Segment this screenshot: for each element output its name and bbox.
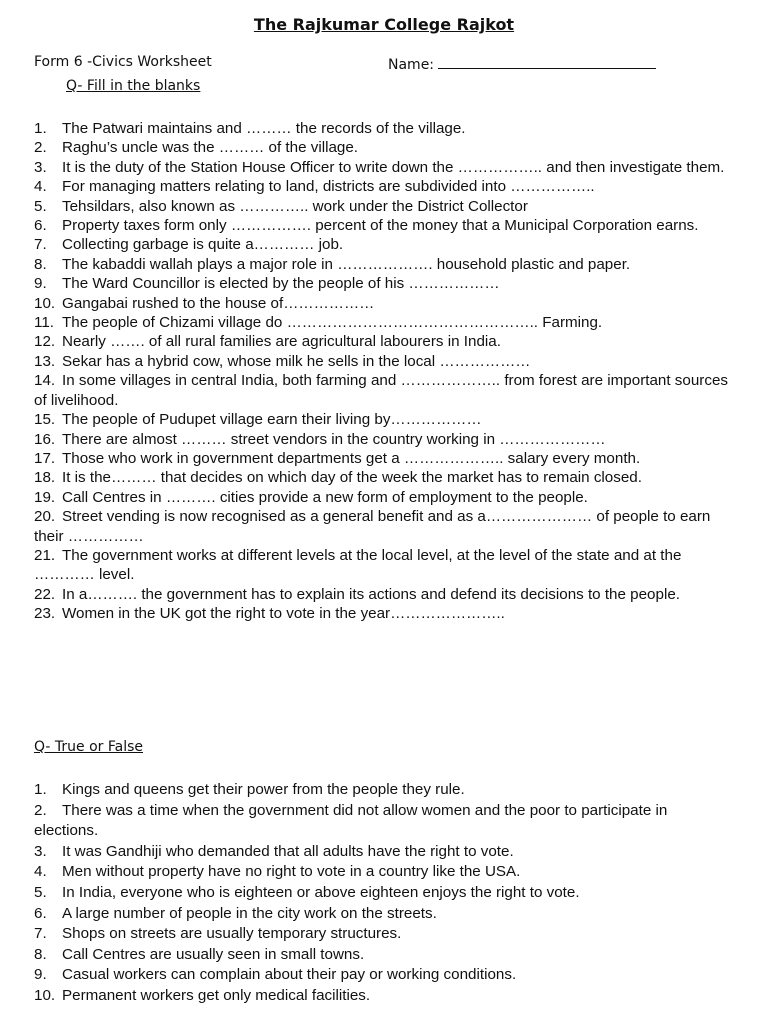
item-text: Call Centres are usually seen in small towns. [62,945,365,963]
item-text: Those who work in government departments get a ……………….. salary every month. [62,449,641,467]
name-field [388,54,656,73]
list-item [34,488,734,507]
list-item [34,294,734,313]
item-text: Casual workers can complain about their pay or working conditions. [62,966,517,984]
item-number: 13. [34,352,56,370]
item-number: 5. [34,883,47,901]
item-number: 18. [34,469,56,487]
item-text: The people of Chizami village do ………………………………………….. Farming. [62,314,603,332]
item-number: 11. [34,314,54,332]
item-text: Nearly ……. of all rural families are agricultural labourers in India. [62,333,501,351]
item-number: 7. [34,236,47,254]
list-item [34,449,734,468]
list-item [34,507,734,546]
item-text: In a………. the government has to explain its actions and defend its decisions to the people. [62,585,680,603]
list-item [34,780,734,801]
item-text: A large number of people in the city work on the streets. [62,904,437,922]
item-number: 3. [34,842,47,860]
list-item [34,410,734,429]
item-text: Tehsildars, also known as ………….. work under the District Collector [62,197,528,215]
item-number: 9. [34,966,47,984]
list-item [34,585,734,604]
list-item [34,945,734,966]
item-number: 15. [34,411,56,429]
list-item [34,177,734,196]
item-number: 23. [34,605,56,623]
item-text: Shops on streets are usually temporary structures. [62,925,402,943]
list-item [34,604,734,623]
item-text: Women in the UK got the right to vote in the year………………….. [62,605,505,623]
item-number: 4. [34,863,47,881]
fill-blanks-list [34,119,734,624]
item-text: In some villages in central India, both farming and ……………….. from forest are important sources of livelihood. [34,372,728,409]
item-text: It is the duty of the Station House Officer to write down the …………….. and then investigate them. [62,158,725,176]
item-text: It is the……… that decides on which day of the week the market has to remain closed. [62,469,642,487]
list-item [34,862,734,883]
item-number: 6. [34,217,47,235]
list-item [34,352,734,371]
list-item [34,119,734,138]
item-text: The kabaddi wallah plays a major role in ………………. household plastic and paper. [62,255,631,273]
page-title: The Rajkumar College Rajkot [253,15,515,34]
item-number: 20. [34,508,56,526]
item-number: 4. [34,178,47,196]
item-number: 7. [34,925,47,943]
item-text: Kings and queens get their power from the people they rule. [62,781,465,798]
list-item [34,255,734,274]
true-false-list [34,780,734,1007]
list-item [34,235,734,254]
name-label: Name: [388,57,435,73]
item-number: 1. [34,781,47,798]
fill-blanks-heading: Q- Fill in the blanks [66,78,201,94]
item-text: Raghu’s uncle was the ……… of the village. [62,139,359,157]
list-item [34,924,734,945]
item-text: Property taxes form only ……………. percent of the money that a Municipal Corporation earns. [62,217,699,235]
item-number: 8. [34,945,47,963]
list-item [34,138,734,157]
item-number: 2. [34,801,47,819]
item-number: 17. [34,449,56,467]
item-text: Call Centres in ………. cities provide a new form of employment to the people. [62,488,588,506]
item-text: The Patwari maintains and ……… the records of the village. [62,120,466,137]
item-number: 5. [34,197,47,215]
item-number: 14. [34,372,56,390]
item-number: 1. [34,120,47,137]
list-item [34,313,734,332]
item-number: 12. [34,333,56,351]
list-item [34,274,734,293]
item-number: 9. [34,275,47,293]
list-item [34,801,734,842]
item-number: 16. [34,430,56,448]
list-item [34,965,734,986]
list-item [34,468,734,487]
item-text: Collecting garbage is quite a………… job. [62,236,344,254]
list-item [34,430,734,449]
item-text: The government works at different levels at the local level, at the level of the state and at the ………… level. [34,546,682,584]
list-item [34,883,734,904]
item-text: Sekar has a hybrid cow, whose milk he sells in the local ……………… [62,352,531,370]
list-item [34,197,734,216]
item-number: 6. [34,904,47,922]
item-text: There was a time when the government did not allow women and the poor to participate in elections. [34,801,668,840]
list-item [34,332,734,351]
list-item [34,546,734,585]
item-text: Gangabai rushed to the house of……………… [62,294,375,312]
list-item [34,216,734,235]
item-number: 19. [34,488,56,506]
true-false-heading: Q- True or False [34,739,144,755]
item-number: 10. [34,294,56,312]
item-text: Street vending is now recognised as a general benefit and as a………………… of people to earn their …………… [34,508,711,545]
list-item [34,158,734,177]
list-item [34,904,734,925]
list-item [34,842,734,863]
form-label: Form 6 -Civics Worksheet [34,54,212,70]
item-number: 10. [34,986,56,1004]
item-text: Men without property have no right to vote in a country like the USA. [62,863,521,881]
item-text: For managing matters relating to land, districts are subdivided into …………….. [62,178,595,196]
item-number: 21. [34,546,56,564]
name-blank-line [438,54,656,69]
item-text: There are almost ……… street vendors in the country working in ………………… [62,430,606,448]
item-number: 2. [34,139,47,157]
list-item [34,371,734,410]
item-text: It was Gandhiji who demanded that all adults have the right to vote. [62,842,514,860]
item-text: The people of Pudupet village earn their living by……………… [62,411,482,429]
item-text: In India, everyone who is eighteen or above eighteen enjoys the right to vote. [62,883,580,901]
item-number: 8. [34,255,47,273]
item-text: The Ward Councillor is elected by the people of his ……………… [62,275,500,293]
item-text: Permanent workers get only medical facilities. [62,986,371,1004]
list-item [34,986,734,1007]
item-number: 22. [34,585,56,603]
item-number: 3. [34,158,47,176]
